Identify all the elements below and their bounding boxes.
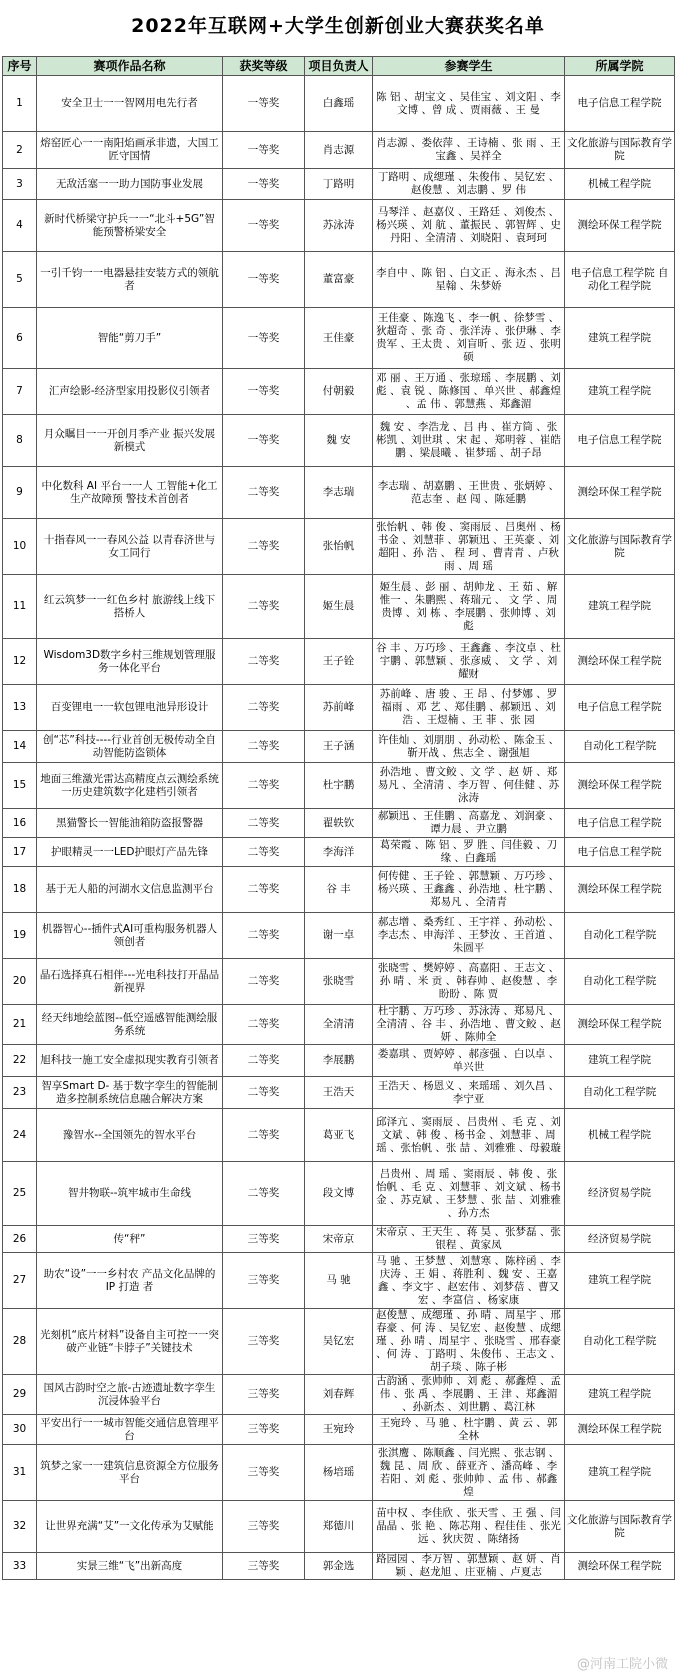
cell-college: 建筑工程学院 xyxy=(565,369,675,415)
cell-leader: 王佳豪 xyxy=(305,308,373,369)
cell-students: 魏 安 、李浩龙 、吕 冉 、崔方筒 、张彬凯 、刘世琪 、宋 起 、郑明蓉 、崔皓鹏 、梁晨曦 、崔梦瑶 、胡子昂 xyxy=(373,415,565,467)
cell-no: 3 xyxy=(3,169,37,200)
cell-no: 4 xyxy=(3,200,37,252)
cell-no: 12 xyxy=(3,639,37,685)
table-row xyxy=(3,639,675,685)
cell-no: 10 xyxy=(3,519,37,575)
cell-work: 筑梦之家一一建筑信息资源全方位服务平台 xyxy=(37,1445,223,1501)
cell-college: 测绘环保工程学院 xyxy=(565,1553,675,1580)
cell-college: 文化旅游与国际教育学院 xyxy=(565,1501,675,1553)
cell-level: 三等奖 xyxy=(223,1445,305,1501)
cell-college: 文化旅游与国际教育学院 xyxy=(565,132,675,169)
cell-work: 机器智心--插件式AI可重构服务机器人领创者 xyxy=(37,913,223,959)
cell-college: 建筑工程学院 xyxy=(565,1375,675,1415)
cell-no: 32 xyxy=(3,1501,37,1553)
cell-work: 安全卫士一一智网用电先行者 xyxy=(37,76,223,132)
cell-level: 三等奖 xyxy=(223,1226,305,1253)
cell-leader: 李展鹏 xyxy=(305,1045,373,1077)
cell-level: 二等奖 xyxy=(223,838,305,867)
cell-level: 二等奖 xyxy=(223,1005,305,1045)
cell-work: 新时代桥梁守护兵一一“北斗+5G”智能预警桥梁安全 xyxy=(37,200,223,252)
cell-college: 测绘环保工程学院 xyxy=(565,763,675,809)
table-row xyxy=(3,76,675,132)
cell-college: 测绘环保工程学院 xyxy=(565,1005,675,1045)
table-row xyxy=(3,200,675,252)
table-row xyxy=(3,1005,675,1045)
cell-students: 张淇鹰 、陈顺鑫 、闫光熙 、张志钢 、魏 昆 、周 欣 、薛亚齐 、潘高峰 、李若阳 、刘 彪 、张帅帅 、孟 伟 、郝鑫煌 xyxy=(373,1445,565,1501)
cell-college: 自动化工程学院 xyxy=(565,1309,675,1375)
cell-leader: 宋帝京 xyxy=(305,1226,373,1253)
cell-students: 丁路明 、成缌瑾 、朱俊伟 、吴钇宏 、赵俊慧 、刘志鹏 、罗 伟 xyxy=(373,169,565,200)
cell-work: 晶石选择真石相伴---光电科技打开晶品新视界 xyxy=(37,959,223,1005)
cell-students: 李自中 、陈 铝 、白文正 、海永杰 、吕星翰 、朱梦娇 xyxy=(373,252,565,308)
cell-level: 三等奖 xyxy=(223,1501,305,1553)
cell-college: 自动化工程学院 xyxy=(565,913,675,959)
table-row xyxy=(3,1226,675,1253)
cell-leader: 段文博 xyxy=(305,1162,373,1226)
cell-no: 24 xyxy=(3,1109,37,1162)
table-row xyxy=(3,685,675,731)
cell-college: 机械工程学院 xyxy=(565,169,675,200)
cell-students: 郝志增 、桑秀红 、王宇祥 、孙动松 、李志杰 、申海洋 、王梦汝 、王首道 、朱圆平 xyxy=(373,913,565,959)
cell-level: 一等奖 xyxy=(223,169,305,200)
cell-level: 一等奖 xyxy=(223,415,305,467)
cell-students: 葛荣霞 、陈 铝 、罗 胜 、闫佳毅 、刀 缘 、白鑫瑶 xyxy=(373,838,565,867)
table-body xyxy=(3,76,675,1580)
cell-students: 苗中权 、李佳欣 、张天雪 、王 强 、闫晶晶 、张 艳 、陈芯翔 、程佳佳 、张光远 、狄庆贺 、陈绪扬 xyxy=(373,1501,565,1553)
table-row xyxy=(3,959,675,1005)
cell-work: 黑猫警长一智能油箱防盗报警器 xyxy=(37,809,223,838)
cell-college: 自动化工程学院 xyxy=(565,959,675,1005)
cell-college: 自动化工程学院 xyxy=(565,1077,675,1109)
cell-work: 百变锂电一一软包锂电池异形设计 xyxy=(37,685,223,731)
cell-leader: 李海洋 xyxy=(305,838,373,867)
cell-level: 二等奖 xyxy=(223,1077,305,1109)
cell-students: 王浩天 、杨恩义 、来瑶瑶 、刘久昌 、李宁亚 xyxy=(373,1077,565,1109)
cell-students: 陈 铝 、胡宝文 、吴佳宝 、刘文阳 、李文博 、曾 成 、贾雨薇 、王 曼 xyxy=(373,76,565,132)
cell-work: 无敌活塞一一助力国防事业发展 xyxy=(37,169,223,200)
cell-no: 31 xyxy=(3,1445,37,1501)
cell-no: 13 xyxy=(3,685,37,731)
cell-leader: 董富豪 xyxy=(305,252,373,308)
cell-work: 月众瞩目一一开创月季产业 振兴发展新模式 xyxy=(37,415,223,467)
cell-work: 豫智水--全国领先的智水平台 xyxy=(37,1109,223,1162)
cell-students: 李志瑞 、胡嘉鹏 、王世贵 、张炳婷 、范志奎 、赵 闯 、陈延鹏 xyxy=(373,467,565,519)
cell-college: 建筑工程学院 xyxy=(565,575,675,639)
cell-leader: 吴钇宏 xyxy=(305,1309,373,1375)
cell-work: 让世界充满“艾”一文化传承为艾赋能 xyxy=(37,1501,223,1553)
cell-leader: 付朝毅 xyxy=(305,369,373,415)
cell-level: 三等奖 xyxy=(223,1309,305,1375)
table-row xyxy=(3,867,675,913)
cell-students: 谷 丰 、万巧珍 、王鑫鑫 、李汶卓 、杜宇鹏 、郭慧颖 、张彦威 、 文 学 、刘耀财 xyxy=(373,639,565,685)
table-row xyxy=(3,809,675,838)
cell-level: 三等奖 xyxy=(223,1415,305,1445)
header-students: 参赛学生 xyxy=(373,57,565,76)
cell-work: 助农“设”一一乡村农 产品文化品牌的 IP 打造 者 xyxy=(37,1253,223,1309)
cell-work: 实景三维“飞”出新高度 xyxy=(37,1553,223,1580)
cell-leader: 王浩天 xyxy=(305,1077,373,1109)
cell-leader: 谷 丰 xyxy=(305,867,373,913)
cell-work: 熔窑匠心一一南阳焰画承非遗，大国工匠守国情 xyxy=(37,132,223,169)
table-row xyxy=(3,1415,675,1445)
cell-leader: 张怡帆 xyxy=(305,519,373,575)
cell-students: 何传健 、王子铨 、郭慧颖 、万巧珍 、杨兴瑛 、王鑫鑫 、孙浩地 、杜宇鹏 、郑易凡 、全清青 xyxy=(373,867,565,913)
cell-college: 电子信息工程学院 xyxy=(565,685,675,731)
cell-level: 二等奖 xyxy=(223,763,305,809)
cell-level: 二等奖 xyxy=(223,731,305,763)
cell-level: 二等奖 xyxy=(223,959,305,1005)
cell-no: 6 xyxy=(3,308,37,369)
cell-students: 赵俊慧 、成缌瑾 、孙 晴 、周星宇 、邢春豪 、何 涛 、吴钇宏 、赵俊慧 、成缌瑾 、孙 晴 、周星宇 、张晓雪 、邢春豪 、何 涛 、丁路明 、朱俊伟 、王志文 、胡子琰 、陈子彬 xyxy=(373,1309,565,1375)
cell-work: 基于无人船的河湖水文信息监测平台 xyxy=(37,867,223,913)
cell-level: 一等奖 xyxy=(223,369,305,415)
cell-leader: 刘春辉 xyxy=(305,1375,373,1415)
cell-no: 18 xyxy=(3,867,37,913)
header-row xyxy=(3,57,675,76)
cell-no: 11 xyxy=(3,575,37,639)
cell-no: 5 xyxy=(3,252,37,308)
cell-college: 建筑工程学院 xyxy=(565,1253,675,1309)
cell-college: 建筑工程学院 xyxy=(565,1045,675,1077)
cell-level: 一等奖 xyxy=(223,252,305,308)
cell-leader: 姬生晨 xyxy=(305,575,373,639)
cell-college: 电子信息工程学院 xyxy=(565,838,675,867)
cell-college: 机械工程学院 xyxy=(565,1109,675,1162)
cell-college: 电子信息工程学院 xyxy=(565,415,675,467)
cell-no: 17 xyxy=(3,838,37,867)
table-row xyxy=(3,731,675,763)
cell-level: 一等奖 xyxy=(223,132,305,169)
table-row xyxy=(3,1045,675,1077)
cell-work: 智享Smart D- 基于数字孪生的智能制造多控制系统信息融合解决方案 xyxy=(37,1077,223,1109)
cell-leader: 葛亚飞 xyxy=(305,1109,373,1162)
cell-students: 邓 丽 、王万通 、张琼瑶 、李展鹏 、刘 彪 、袁 锐 、陈修国 、单兴世 、郝鑫煌 、孟 伟 、郭慧燕 、郑鑫湄 xyxy=(373,369,565,415)
cell-work: 旭科技一施工安全虚拟现实教育引领者 xyxy=(37,1045,223,1077)
cell-level: 二等奖 xyxy=(223,575,305,639)
cell-students: 王宛玲 、马 驰 、杜宇鹏 、黄 云 、郭全林 xyxy=(373,1415,565,1445)
cell-no: 8 xyxy=(3,415,37,467)
cell-leader: 杜宇鹏 xyxy=(305,763,373,809)
table-row xyxy=(3,369,675,415)
cell-college: 建筑工程学院 xyxy=(565,1445,675,1501)
cell-no: 16 xyxy=(3,809,37,838)
table-row xyxy=(3,1445,675,1501)
cell-leader: 全清清 xyxy=(305,1005,373,1045)
cell-leader: 谢一卓 xyxy=(305,913,373,959)
cell-no: 14 xyxy=(3,731,37,763)
cell-students: 郝颖迅 、王佳鹏 、高嘉龙 、刘润豪 、谭力晨 、尹立鹏 xyxy=(373,809,565,838)
cell-college: 测绘环保工程学院 xyxy=(565,639,675,685)
table-row xyxy=(3,575,675,639)
cell-college: 测绘环保工程学院 xyxy=(565,867,675,913)
cell-level: 二等奖 xyxy=(223,1109,305,1162)
cell-no: 7 xyxy=(3,369,37,415)
cell-work: 护眼精灵一一LED护眼灯产品先锋 xyxy=(37,838,223,867)
cell-no: 28 xyxy=(3,1309,37,1375)
cell-no: 26 xyxy=(3,1226,37,1253)
header-work: 赛项作品名称 xyxy=(37,57,223,76)
cell-work: 平安出行一一城市智能交通信息管理平台 xyxy=(37,1415,223,1445)
cell-level: 三等奖 xyxy=(223,1253,305,1309)
table-row xyxy=(3,1309,675,1375)
cell-work: 光刻机“底片材料”设备自主可控一一突破产业链“卡脖子”关键技术 xyxy=(37,1309,223,1375)
header-college: 所属学院 xyxy=(565,57,675,76)
cell-students: 马 驰 、王梦慧 、刘慧寒 、陈梓函 、李庆涛 、王 娟 、蒋胜利 、魏 安 、王嘉鑫 、李文宇 、赵宏伟 、刘梦蓓 、曹又宏 、李富信 、杨家康 xyxy=(373,1253,565,1309)
table-row xyxy=(3,913,675,959)
cell-leader: 马 驰 xyxy=(305,1253,373,1309)
cell-level: 三等奖 xyxy=(223,1375,305,1415)
cell-no: 22 xyxy=(3,1045,37,1077)
watermark: @河南工院小微 xyxy=(576,1657,668,1672)
cell-students: 张晓雪 、樊婷婷 、高嘉阳 、王志文 、孙 晴 、米 贡 、韩春帅 、赵俊慧 、李盼盼 、陈 贾 xyxy=(373,959,565,1005)
header-level: 获奖等级 xyxy=(223,57,305,76)
cell-work: 中化数科 AI 平台一一人 工智能+化工生产故障预 警技术首创者 xyxy=(37,467,223,519)
cell-leader: 丁路明 xyxy=(305,169,373,200)
table-row xyxy=(3,519,675,575)
cell-level: 二等奖 xyxy=(223,467,305,519)
table-row xyxy=(3,467,675,519)
cell-work: 一引千钧一一电器悬挂安装方式的领航者 xyxy=(37,252,223,308)
cell-work: Wisdom3D数字乡村三维规划管理服务一体化平台 xyxy=(37,639,223,685)
table-row xyxy=(3,308,675,369)
cell-students: 许佳灿 、刘朋朋 、孙动松 、陈金玉 、靳开战 、焦志全 、谢强旭 xyxy=(373,731,565,763)
table-row xyxy=(3,252,675,308)
cell-leader: 魏 安 xyxy=(305,415,373,467)
cell-college: 经济贸易学院 xyxy=(565,1226,675,1253)
cell-students: 宋帝京 、王天生 、蒋 昊 、张梦磊 、张银程 、黄家凤 xyxy=(373,1226,565,1253)
cell-no: 29 xyxy=(3,1375,37,1415)
cell-students: 路园园 、李万智 、郭慧颖 、赵 妍 、肖 颖 、赵龙旭 、庄亚楠 、卢夏志 xyxy=(373,1553,565,1580)
cell-leader: 李志瑞 xyxy=(305,467,373,519)
cell-level: 二等奖 xyxy=(223,1162,305,1226)
cell-leader: 肖志源 xyxy=(305,132,373,169)
cell-level: 一等奖 xyxy=(223,308,305,369)
cell-level: 一等奖 xyxy=(223,76,305,132)
cell-college: 电子信息工程学院 自动化工程学院 xyxy=(565,252,675,308)
cell-college: 文化旅游与国际教育学院 xyxy=(565,519,675,575)
document-title: 2022年互联网+大学生创新创业大赛获奖名单 xyxy=(131,15,545,37)
cell-no: 21 xyxy=(3,1005,37,1045)
cell-leader: 郑德川 xyxy=(305,1501,373,1553)
cell-students: 邱泽亢 、窦雨辰 、吕贵州 、毛 克 、刘文斌 、韩 俊 、杨书金 、刘慧菲 、周 瑶 、张怡帆 、张 喆 、刘雅雅 、母毅璇 xyxy=(373,1109,565,1162)
cell-college: 电子信息工程学院 xyxy=(565,76,675,132)
cell-students: 姬生晨 、彭 丽 、胡帅龙 、王 茹 、解惟一 、朱鹏熙 、蒋瑞元 、 文 学 、周贵博 、刘 栋 、李展鹏 、张帅博 、刘 彪 xyxy=(373,575,565,639)
cell-no: 2 xyxy=(3,132,37,169)
table-row xyxy=(3,1375,675,1415)
cell-work: 创“芯”科技----行业首创无极传动全自动智能防盗锁体 xyxy=(37,731,223,763)
cell-students: 王佳豪 、陈逸飞 、李一帆 、徐梦雪 、狄超奇 、张 奇 、张洋涛 、张伊琳 、李贵军 、王太贵 、刘盲昕 、张 迈 、张明硕 xyxy=(373,308,565,369)
cell-students: 肖志源 、娄依萍 、王诗楠 、张 雨 、王宝鑫 、吴祥全 xyxy=(373,132,565,169)
table-row xyxy=(3,763,675,809)
cell-students: 古韵涵 、张帅帅 、刘 彪 、郝鑫煌 、孟 伟 、张 禹 、李展鹏 、王 津 、郑鑫湄 、孙新杰 、刘世鹏 、葛江林 xyxy=(373,1375,565,1415)
cell-leader: 王宛玲 xyxy=(305,1415,373,1445)
table-header xyxy=(3,57,675,76)
cell-no: 20 xyxy=(3,959,37,1005)
cell-leader: 张晓雪 xyxy=(305,959,373,1005)
header-no: 序号 xyxy=(3,57,37,76)
cell-work: 国风古韵时空之旅-古迹遗址数字孪生沉浸体验平台 xyxy=(37,1375,223,1415)
cell-level: 二等奖 xyxy=(223,519,305,575)
cell-work: 传“秤” xyxy=(37,1226,223,1253)
cell-students: 马琴洋 、赵嘉仪 、王路廷 、刘俊杰 、杨兴瑛 、刘 航 、董振民 、郭智辉 、史丹阳 、全清清 、刘晓阳 、袁珂珂 xyxy=(373,200,565,252)
table-row xyxy=(3,1553,675,1580)
cell-level: 一等奖 xyxy=(223,200,305,252)
cell-leader: 苏泳涛 xyxy=(305,200,373,252)
cell-college: 经济贸易学院 xyxy=(565,1162,675,1226)
cell-no: 30 xyxy=(3,1415,37,1445)
table-row xyxy=(3,415,675,467)
cell-leader: 白鑫瑶 xyxy=(305,76,373,132)
cell-no: 25 xyxy=(3,1162,37,1226)
cell-students: 苏前峰 、唐 骏 、王 昂 、付梦娜 、罗福雨 、邓 艺 、郑佳鹏 、郝颖迅 、刘 浩 、王煜楠 、王 菲 、张 园 xyxy=(373,685,565,731)
cell-level: 二等奖 xyxy=(223,685,305,731)
cell-level: 二等奖 xyxy=(223,1045,305,1077)
cell-college: 建筑工程学院 xyxy=(565,308,675,369)
cell-college: 测绘环保工程学院 xyxy=(565,467,675,519)
cell-leader: 王子铨 xyxy=(305,639,373,685)
cell-level: 二等奖 xyxy=(223,913,305,959)
table-row xyxy=(3,1109,675,1162)
table-row xyxy=(3,169,675,200)
cell-work: 经天纬地绘蓝图--低空遥感智能测绘服务系统 xyxy=(37,1005,223,1045)
cell-no: 15 xyxy=(3,763,37,809)
cell-work: 十指春风一一春风公益 以青春济世与女工同行 xyxy=(37,519,223,575)
cell-leader: 王子涵 xyxy=(305,731,373,763)
cell-students: 杜宇鹏 、万巧珍 、苏泳涛 、郑易凡 、全清清 、谷 丰 、孙浩地 、曹文鲛 、赵 妍 、陈帅全 xyxy=(373,1005,565,1045)
cell-level: 二等奖 xyxy=(223,639,305,685)
cell-work: 红云筑梦一一红色乡村 旅游线上线下搭桥人 xyxy=(37,575,223,639)
cell-no: 1 xyxy=(3,76,37,132)
header-leader: 项目负责人 xyxy=(305,57,373,76)
cell-college: 测绘环保工程学院 xyxy=(565,200,675,252)
cell-no: 23 xyxy=(3,1077,37,1109)
cell-college: 自动化工程学院 xyxy=(565,731,675,763)
cell-leader: 郭金选 xyxy=(305,1553,373,1580)
table-row xyxy=(3,1162,675,1226)
cell-college: 电子信息工程学院 xyxy=(565,809,675,838)
cell-students: 娄嘉琪 、贾婷婷 、郝彦强 、白以卓 、单兴世 xyxy=(373,1045,565,1077)
cell-level: 二等奖 xyxy=(223,867,305,913)
cell-level: 二等奖 xyxy=(223,809,305,838)
cell-work: 智井物联--筑牢城市生命线 xyxy=(37,1162,223,1226)
table-row xyxy=(3,1077,675,1109)
cell-leader: 苏前峰 xyxy=(305,685,373,731)
cell-students: 吕贵州 、周 瑶 、窦雨辰 、韩 俊 、张怡帆 、毛 克 、刘慧菲 、刘文斌 、杨书金 、苏克斌 、王梦慧 、张 喆 、刘雅雅 、孙方杰 xyxy=(373,1162,565,1226)
cell-no: 19 xyxy=(3,913,37,959)
cell-students: 孙浩地 、曹文鲛 、文 学 、赵 妍 、郑易凡 、全清清 、李万智 、何佳健 、苏泳涛 xyxy=(373,763,565,809)
cell-leader: 杨培瑶 xyxy=(305,1445,373,1501)
cell-work: 智能“剪刀手” xyxy=(37,308,223,369)
cell-no: 33 xyxy=(3,1553,37,1580)
table-row xyxy=(3,1501,675,1553)
cell-no: 27 xyxy=(3,1253,37,1309)
cell-college: 测绘环保工程学院 xyxy=(565,1415,675,1445)
award-table xyxy=(2,56,675,1580)
table-row xyxy=(3,1253,675,1309)
cell-students: 张怡帆 、韩 俊 、窦雨辰 、吕奥州 、杨书金 、刘慧菲 、郭颖迅 、王英豪 、刘超阳 、孙 浩 、 程 珂 、曹青青 、卢秋雨 、周 瑶 xyxy=(373,519,565,575)
cell-leader: 翟轶钦 xyxy=(305,809,373,838)
table-row xyxy=(3,132,675,169)
cell-level: 三等奖 xyxy=(223,1553,305,1580)
cell-no: 9 xyxy=(3,467,37,519)
cell-work: 汇声绘影-经济型家用投影仪引领者 xyxy=(37,369,223,415)
cell-work: 地面三维激光雷达高精度点云测绘系统一历史建筑数字化建档引领者 xyxy=(37,763,223,809)
table-row xyxy=(3,838,675,867)
